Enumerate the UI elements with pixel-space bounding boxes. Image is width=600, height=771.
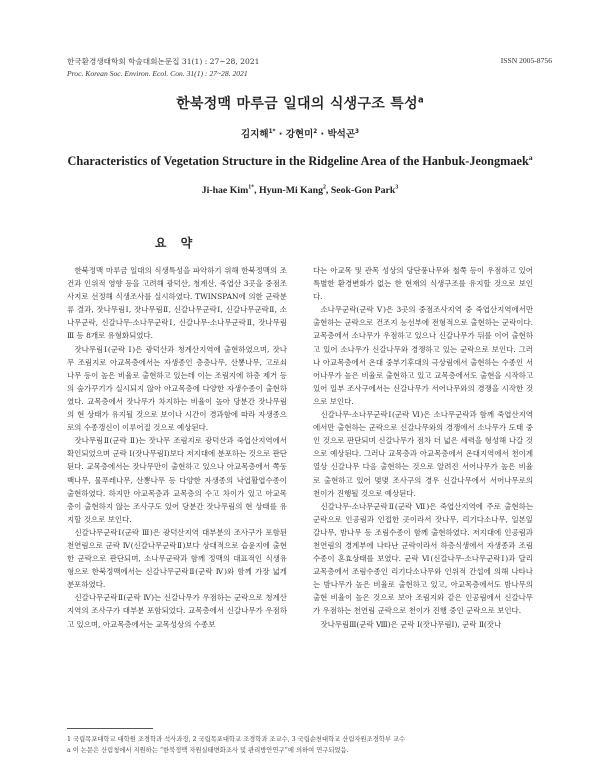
author-en: Hyun-Mi Kang [259, 185, 323, 196]
paragraph: 잣나무림Ⅲ(군락 Ⅷ)은 군락 Ⅰ(잣나무림Ⅰ), 군락 Ⅱ(잣나 [320, 619, 502, 629]
footnotes [67, 734, 547, 756]
paragraph: 신갈나무-소나무군락Ⅰ(군락 Ⅵ)은 소나무군락과 함께 죽엽산지역에서만 출현하는 군락으로 신갈나무와의 경쟁에서 소나무가 도태 중인 것으로 판단되며 신갈나무가 점차 더 넓은 세력을 형성해 나갈 것으로 예상된다. 그러나 교목층과 아교목층에서 온대지역에서 천이계열상 신갈나무 다음 출현하는 것으로 알려진 서어나무가 높은 비율로 출현하고 있어 몇몇 조사구의 경우 신갈나무에서 서어나무로의 천이가 진행될 것으로 예상된다. [313, 410, 533, 498]
paragraph: 신갈나무군락Ⅱ(군락 Ⅳ)는 신갈나무가 우점하는 군락으로 청계산 지역의 조사구가 대부분 포함되었다. 교목층에서 신갈나무가 우점하고 있으며, 아교목층에서는 교목성상의 수종보 [67, 593, 287, 629]
title-english-text: Characteristics of Vegetation Structure in the Ridgeline Area of the Hanbuk-Jeongmaek [67, 154, 529, 168]
abstract-heading: 요 약 [154, 236, 198, 250]
footnote-affiliations: 1 국립목포대학교 대학원 조경학과 석사과정, 2 국립목포대학교 조경학과 조교수, 3 국립순천대학교 산림자원조경학부 교수 [67, 736, 406, 743]
running-header [67, 56, 260, 80]
author-en-mark: 3 [395, 184, 399, 191]
author-separator: · [275, 129, 286, 140]
author-ko: 박석곤 [327, 129, 355, 140]
abstract-right-column [313, 264, 533, 631]
paragraph: 잣나무림Ⅰ(군락 Ⅰ)은 광덕산과 청계산지역에 출현하였으며, 잣나무 조림지로 아교목층에서는 자생종인 층층나무, 산뽕나무, 고로쇠나무 등이 높은 비율로 출현하고 있는데 이는 조림지에 하층 제거 등의 숲가꾸기가 실시되지 않아 아교목층에 다양한 자생수종이 출현하였다. 교목층에서 잣나무가 차지하는 비율이 높아 당분간 잣나무림의 현 상태가 유지될 것으로 보이나 시간이 경과함에 따라 자생종으로의 수종갱신이 이루어질 것으로 예상된다. [67, 344, 287, 433]
author-en: Seok-Gon Park [330, 185, 396, 196]
title-english-footnote-mark: a [528, 152, 533, 162]
title-english [0, 154, 600, 169]
authors-korean [0, 126, 600, 140]
author-ko-mark: 3 [355, 128, 359, 135]
author-separator-en: , [254, 185, 260, 196]
journal-korean: 한국환경생태학회 학술대회논문집 31(1) : 27~28, 2021 [67, 57, 260, 66]
paragraph: 다는 아교목 및 관목 성상의 당단풍나무와 철쭉 등이 우점하고 있어 특별한 환경변화가 없는 한 현재의 식생구조를 유지할 것으로 보인다. [313, 266, 533, 302]
author-en: Ji-hae Kim [201, 185, 249, 196]
title-korean-text: 한북정맥 마루금 일대의 식생구조 특성 [176, 96, 418, 112]
author-en-mark: 2 [322, 184, 326, 191]
paragraph: 잣나무림Ⅱ(군락 Ⅱ)는 잣나무 조림지로 광덕산과 죽엽산지역에서 확인되었으며 군락 Ⅰ(잣나무림Ⅰ)보다 저지대에 분포하는 것으로 판단된다. 교목층에서는 잣나무만이 출현하고 있으나 아교목층에서 쪽동백나무, 물푸레나무, 산뽕나무 등 다양한 자생종의 낙엽활엽수종이 출현하였다. 하지만 아교목층과 교목층의 수고 차이가 있고 아교목층이 출현하지 않는 조사구도 있어 당분간 잣나무림의 현 상태를 유지할 것으로 보인다. [67, 436, 287, 524]
issn: ISSN 2005-8756 [500, 56, 552, 65]
abstract-left-column [67, 264, 287, 631]
author-separator-en: , [325, 185, 331, 196]
paragraph: 한북정맥 마루금 일대의 식생특성을 파악하기 위해 한북정맥의 조건과 인위적 영향 등을 고려해 광덕산, 청계산, 죽엽산 3곳을 중점조사지로 선정해 식생조사를 실시하였다. TWINSPAN에 의한 군락분류 결과, 잣나무림Ⅰ, 잣나무림Ⅱ, 신갈나무군락Ⅰ, 신갈나무군락Ⅱ, 소나무군락, 신갈나무-소나무군락Ⅰ, 신갈나무-소나무군락Ⅱ, 잣나무림Ⅲ 등 8개로 유형화되었다. [67, 266, 287, 341]
author-en-mark: 1* [248, 184, 255, 191]
footnote-divider [67, 728, 153, 729]
footnote-funding: a 이 논문은 산림청에서 지원하는 “한북정맥 자원실태변화조사 및 관리방안연구”에 의하여 연구되었음. [67, 747, 349, 754]
paragraph: 신갈나무-소나무군락Ⅱ(군락 Ⅶ)은 죽엽산지역에 주로 출현하는 군락으로 인공림과 인접한 곳이라서 잣나무, 리기다소나무, 일본잎갈나무, 밤나무 등 조림수종이 함께 출현하였다. 저지대에 인공림과 천연림의 경계부에 나타난 군락이라서 하층식생에서 자생종과 조림수종이 혼효상태를 보였다. 군락 Ⅵ(신갈나무-소나무군락Ⅰ)과 달리 교목층에서 조림수종인 리기다소나무와 인위적 간섭에 의해 나타나는 밤나무가 높은 비율로 출현하고 있고, 아교목층에서도 밤나무의 출현 비율이 높은 것으로 보아 조림지와 같은 인공림에서 신갈나무가 우점하는 천연림 군락으로 천이가 진행 중인 군락으로 보인다. [313, 501, 533, 616]
paragraph: 신갈나무군락Ⅰ(군락 Ⅲ)은 광덕산지역 대부분의 조사구가 포함된 천연림으로 군락 Ⅳ(신갈나무군락Ⅱ)보다 상대적으로 습윤지에 출현한 군락으로 판단되며, 소나무군락과 함께 정맥의 대표적인 식생유형으로 한북정맥에서는 신갈나무군락Ⅱ(군락 Ⅳ)와 함께 가장 넓게 분포하였다. [67, 527, 287, 590]
author-ko: 김지해 [241, 129, 269, 140]
title-korean-footnote-mark: a [417, 94, 424, 105]
title-korean [0, 93, 600, 113]
journal-english: Proc. Korean Soc. Environ. Ecol. Con. 31(1) : 27~28. 2021 [67, 69, 248, 78]
author-separator: · [317, 129, 328, 140]
authors-english [0, 185, 600, 196]
author-ko-mark: 2 [313, 128, 318, 135]
paragraph: 소나무군락(군락 Ⅴ)은 3곳의 중점조사지역 중 죽엽산지역에서만 출현하는 군락으로 건조지 능선부에 전형적으로 출현하는 군락이다. 교목층에서 소나무가 우점하고 있으나 신갈나무가 뒤를 이어 출현하고 있어 소나무가 신갈나무와 경쟁하고 있는 군락으로 보인다. 그러나 아교목층에서 온대 중부기후대의 극상림에서 출현하는 수종인 서어나무가 높은 비율로 출현하고 있고 교목층에서도 출현을 시작하고 있어 일부 조사구에서는 신갈나무가 서어나무와의 경쟁을 시작한 것으로 보인다. [313, 305, 533, 406]
author-ko-mark: 1* [268, 128, 276, 135]
author-ko: 강현미 [285, 129, 314, 140]
